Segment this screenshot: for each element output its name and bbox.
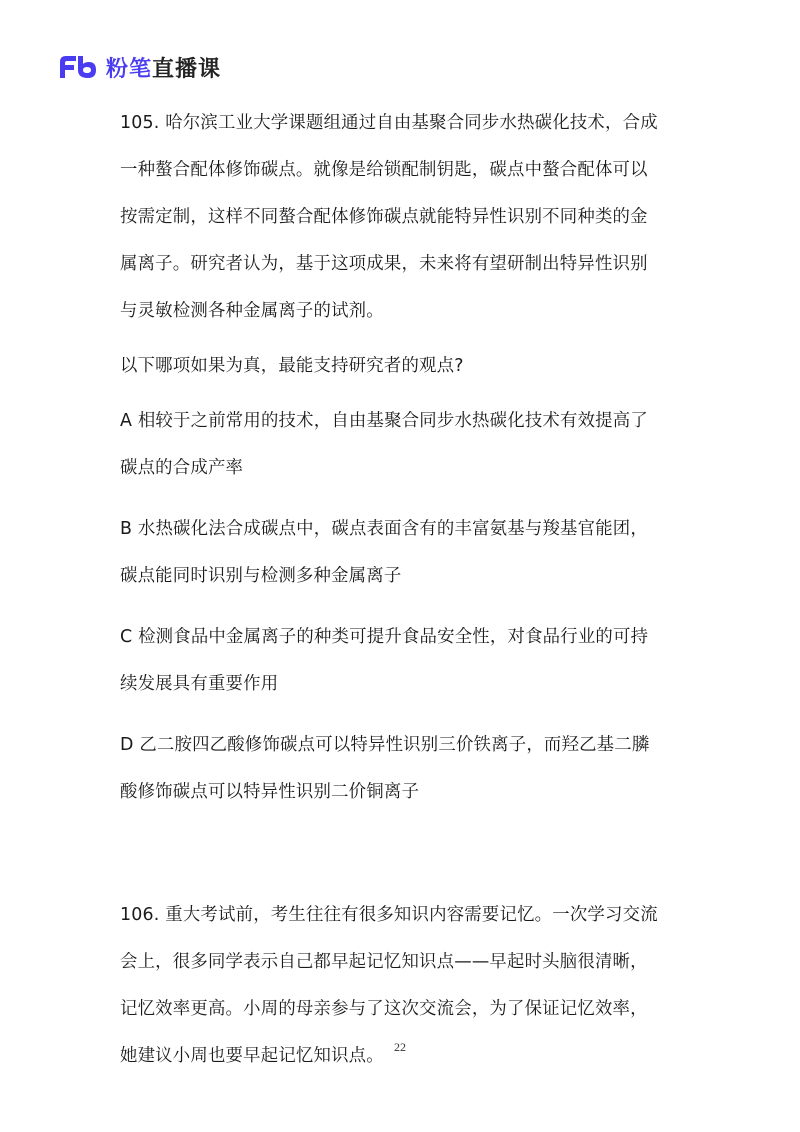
question-text-line: 属离子。研究者认为，基于这项成果，未来将有望研制出特异性识别	[120, 254, 648, 274]
option-a	[120, 398, 690, 492]
option-c	[120, 614, 690, 708]
question-text-line: 记忆效率更高。小周的母亲参与了这次交流会，为了保证记忆效率，	[120, 999, 648, 1019]
option-text-line: 碳点的合成产率	[120, 458, 244, 478]
option-text-line: 续发展具有重要作用	[120, 674, 279, 694]
fb-logo-icon	[58, 54, 98, 80]
question-text-line: 她建议小周也要早起记忆知识点。	[120, 1046, 384, 1066]
option-text-line: A 相较于之前常用的技术，自由基聚合同步水热碳化技术有效提高了	[120, 411, 648, 431]
option-b	[120, 506, 690, 600]
option-text-line: 碳点能同时识别与检测多种金属离子	[120, 566, 402, 586]
option-text-line: 酸修饰碳点可以特异性识别二价铜离子	[120, 782, 420, 802]
brand-header	[58, 52, 221, 82]
brand-name-accent: 粉笔	[106, 56, 153, 82]
document-body	[120, 100, 690, 1080]
question-text-line: 会上，很多同学表示自己都早起记忆知识点——早起时头脑很清晰，	[120, 952, 648, 972]
option-text-line: C 检测食品中金属离子的种类可提升食品安全性，对食品行业的可持	[120, 627, 649, 647]
option-text-line: B 水热碳化法合成碳点中，碳点表面含有的丰富氨基与羧基官能团，	[120, 519, 648, 539]
question-text-line: 按需定制，这样不同螯合配体修饰碳点就能特异性识别不同种类的金	[120, 207, 648, 227]
option-text-line: D 乙二胺四乙酸修饰碳点可以特异性识别三价铁离子，而羟乙基二膦	[120, 735, 650, 755]
brand-name-rest: 直播课	[152, 56, 222, 82]
question-text-line: 一种螯合配体修饰碳点。就像是给锁配制钥匙，碳点中螯合配体可以	[120, 160, 648, 180]
option-d	[120, 722, 690, 816]
question-105	[120, 100, 690, 816]
page-number: 22	[394, 1040, 406, 1054]
question-prompt: 以下哪项如果为真，最能支持研究者的观点?	[120, 356, 464, 376]
question-text-line: 与灵敏检测各种金属离子的试剂。	[120, 301, 384, 321]
question-text-line: 105. 哈尔滨工业大学课题组通过自由基聚合同步水热碳化技术，合成	[120, 113, 658, 133]
question-text-line: 106. 重大考试前，考生往往有很多知识内容需要记忆。一次学习交流	[120, 905, 658, 925]
